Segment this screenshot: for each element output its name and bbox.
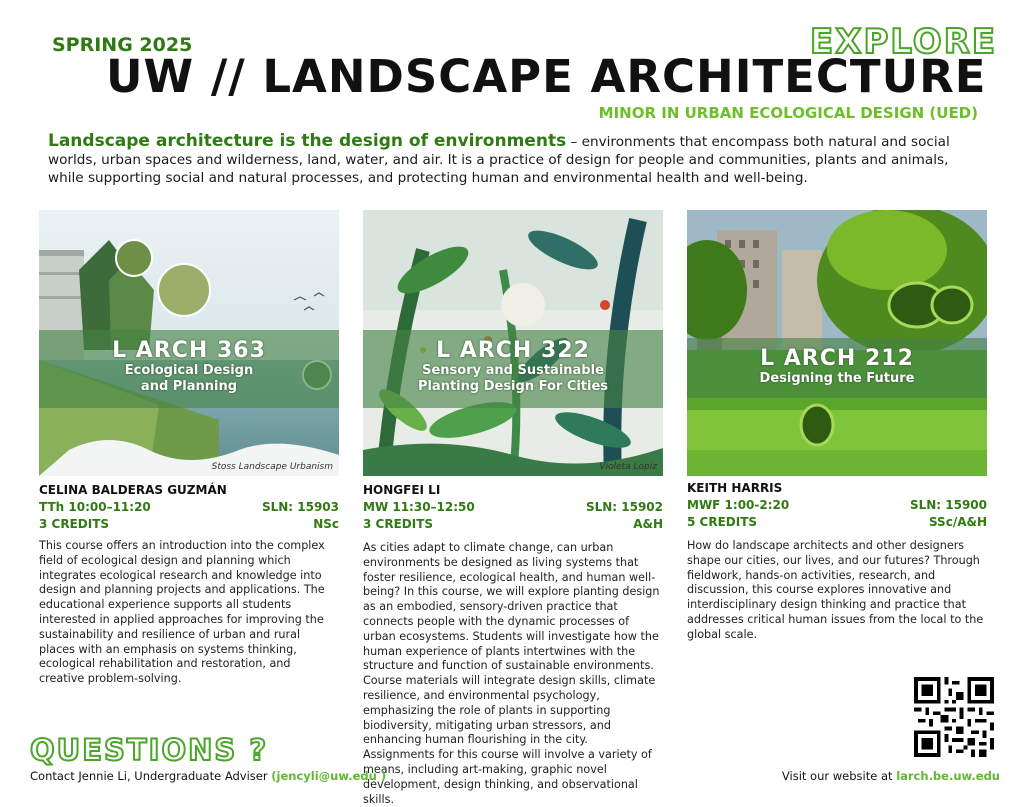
course-subtitle-line-1: Ecological Design — [124, 363, 254, 378]
course-schedule: MWF 1:00-2:20 — [687, 498, 790, 512]
course-area: A&H — [633, 517, 663, 531]
instructor-name: KEITH HARRIS — [687, 481, 783, 495]
season-label: SPRING 2025 — [52, 34, 193, 56]
intro-body: – environments that encompass both natural and social worlds, urban spaces and wilderness, land, water, and air. It is a practice of design for people and communities, plants and animals, while supporting social and natural processes, and protecting human and environmental health and well-being. — [48, 134, 950, 186]
course-subtitle-line-2: and Planning — [140, 379, 238, 394]
course-subtitle-line-1: Designing the Future — [759, 371, 915, 386]
course-subtitle-line-1: Sensory and Sustainable — [422, 363, 604, 378]
instructor-name: CELINA BALDERAS GUZMÁN — [39, 483, 227, 497]
minor-subtitle: MINOR IN URBAN ECOLOGICAL DESIGN (UED) — [598, 104, 978, 122]
course-image-larch-363 — [39, 210, 339, 476]
questions-heading: QUESTIONS ? — [30, 733, 269, 767]
course-schedule: TTh 10:00–11:20 — [39, 500, 151, 514]
course-code: L ARCH 363 — [112, 338, 266, 363]
qr-code-icon[interactable] — [914, 677, 994, 757]
course-schedule: MW 11:30–12:50 — [363, 500, 475, 514]
website-prefix: Visit our website at — [781, 769, 897, 783]
contact-text: Contact Jennie Li, Undergraduate Adviser — [30, 769, 272, 783]
website-line — [782, 769, 1000, 783]
course-banner — [39, 330, 339, 408]
course-banner — [363, 330, 663, 408]
course-code: L ARCH 212 — [760, 346, 914, 371]
course-code: L ARCH 322 — [436, 338, 590, 363]
course-banner — [687, 338, 987, 398]
intro-paragraph — [48, 132, 978, 187]
intro-lead: Landscape architecture is the design of environments — [48, 131, 567, 151]
course-credits: 5 CREDITS — [687, 515, 758, 529]
contact-email-link[interactable]: (jencyli@uw.edu ) — [271, 769, 387, 783]
course-image-larch-212 — [687, 210, 987, 476]
course-sln: SLN: 15902 — [585, 500, 663, 514]
instructor-name: HONGFEI LI — [363, 483, 441, 497]
course-credits: 3 CREDITS — [363, 517, 434, 531]
website-link[interactable]: larch.be.uw.edu — [896, 769, 1000, 783]
course-description: As cities adapt to climate change, can urban environments be designed as living systems that foster resilience, ecological health, and human well-being? In this course, we will explore planting design as an embodied, sensory-driven practice that connects people with the dynamic processes of urban ecosystems. Students will investigate how the human experience of plants intertwines with the structure and function of sustainable environments. Course materials will integrate design skills, climate resilience, and environmental psychology, emphasizing the role of plants in supporting biodiversity, mitigating urban stressors, and enhancing human flourishing in the city. Assignments for this course will involve a variety of means, including art-making, graphic novel development, design thinking, and observational skills. — [363, 541, 660, 806]
course-description: This course offers an introduction into the complex field of ecological design and planning which integrates ecological research and knowledge into design and planning projects and applications. The educational experience supports all students interested in applied approaches for improving the sustainability and resilience of urban and rural places with an emphasis on systems thinking, ecological rehabilitation and restoration, and creative problem-solving. — [39, 539, 325, 686]
course-subtitle-line-2: Planting Design For Cities — [417, 379, 609, 394]
course-area: NSc — [313, 517, 339, 531]
course-sln: SLN: 15900 — [909, 498, 987, 512]
page-title: UW // LANDSCAPE ARCHITECTURE — [106, 50, 987, 103]
course-credits: 3 CREDITS — [39, 517, 110, 531]
course-description: How do landscape architects and other designers shape our cities, our lives, and our futures? Through fieldwork, hands-on activities, research, and discussion, this course explores innovative and interdisciplinary design thinking and practice that addresses critical human issues from the local to the global scale. — [687, 539, 984, 641]
course-sln: SLN: 15903 — [261, 500, 339, 514]
image-credit: Stoss Landscape Urbanism — [211, 462, 333, 472]
course-image-larch-322 — [363, 210, 663, 476]
course-area: SSc/A&H — [928, 515, 987, 529]
explore-heading: EXPLORE — [810, 22, 998, 62]
contact-line — [30, 769, 386, 783]
image-credit: Violeta Lopiz — [599, 462, 657, 472]
